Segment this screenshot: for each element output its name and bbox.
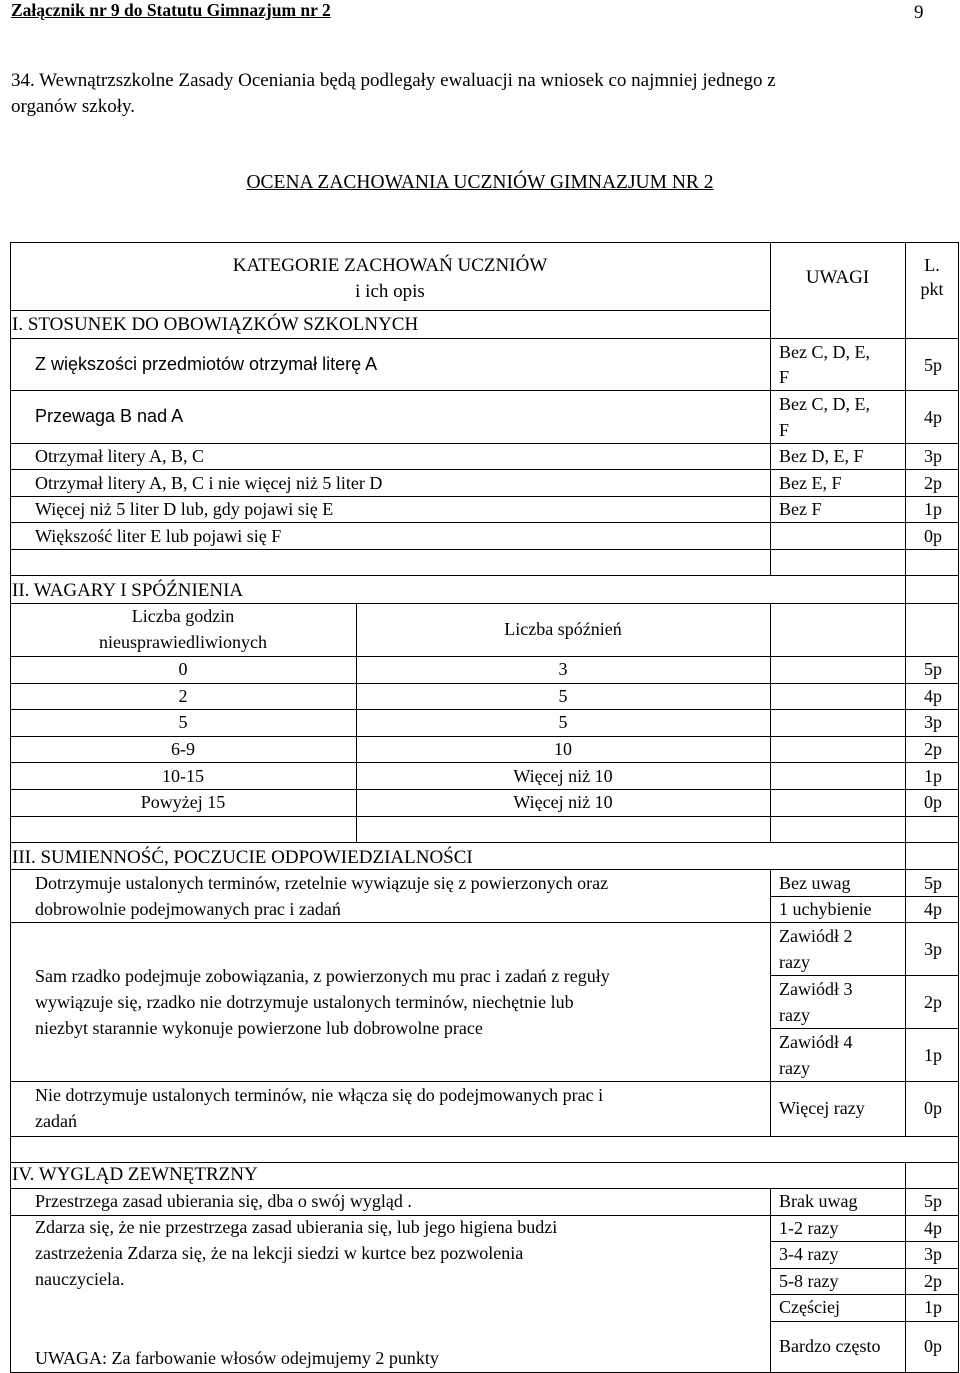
- points-value: 3p: [924, 712, 942, 732]
- column-header-hours: Liczba godzin: [131, 606, 235, 626]
- remark-text: Bez C, D, E,: [779, 394, 870, 414]
- remark-text: Zawiódł 4: [779, 1032, 853, 1052]
- points-value: 0p: [924, 1098, 942, 1118]
- points-value: 5p: [924, 873, 942, 893]
- column-header-points-sub: pkt: [920, 279, 944, 299]
- remark-text: Brak uwag: [779, 1191, 858, 1211]
- points-value: 0p: [924, 1336, 942, 1356]
- lateness-value: 5: [558, 686, 568, 706]
- points-value: 2p: [924, 992, 942, 1012]
- points-value: 0p: [924, 792, 942, 812]
- column-header-categories: KATEGORIE ZACHOWAŃ UCZNIÓW: [232, 255, 548, 276]
- intro-line: organów szkoły.: [11, 96, 136, 117]
- points-value: 5p: [924, 1191, 942, 1211]
- points-value: 2p: [924, 739, 942, 759]
- points-value: 3p: [924, 446, 942, 466]
- lateness-value: Więcej niż 10: [513, 792, 613, 812]
- points-value: 2p: [924, 473, 942, 493]
- criterion-text: zastrzeżenia Zdarza się, że na lekcji siedzi w kurtce bez pozwolenia: [35, 1243, 524, 1263]
- points-value: 0p: [924, 526, 942, 546]
- section-title: III. SUMIENNOŚĆ, POCZUCIE ODPOWIEDZIALNOŚCI: [12, 847, 473, 868]
- remark-text: Bez E, F: [779, 473, 842, 493]
- remark-text: razy: [779, 1005, 810, 1025]
- lateness-value: Więcej niż 10: [513, 766, 613, 786]
- remark-text: 1 uchybienie: [779, 899, 872, 919]
- remark-text: Zawiódł 3: [779, 979, 853, 999]
- hours-value: Powyżej 15: [140, 792, 226, 812]
- points-value: 1p: [924, 1045, 942, 1065]
- criterion-text: Otrzymał litery A, B, C i nie więcej niż 5 liter D: [35, 473, 383, 493]
- section-title: II. WAGARY I SPÓŹNIENIA: [12, 580, 244, 601]
- column-header-lateness: Liczba spóźnień: [504, 619, 622, 639]
- points-value: 5p: [924, 659, 942, 679]
- intro-line: 34. Wewnątrzszkolne Zasady Oceniania będą podlegały ewaluacji na wniosek co najmniej jednego z: [11, 70, 776, 91]
- remark-text: Więcej razy: [779, 1098, 865, 1118]
- remark-text: Bez C, D, E,: [779, 342, 870, 362]
- intro-paragraph: [11, 68, 941, 120]
- column-header-categories-sub: i ich opis: [355, 281, 425, 302]
- lateness-value: 5: [558, 712, 568, 732]
- points-value: 1p: [924, 499, 942, 519]
- hours-value: 10-15: [162, 766, 204, 786]
- criterion-text: dobrowolnie podejmowanych prac i zadań: [35, 899, 341, 919]
- page-number: 9: [914, 2, 924, 23]
- points-value: 4p: [924, 899, 942, 919]
- remark-text: razy: [779, 952, 810, 972]
- points-value: 4p: [924, 407, 942, 427]
- criterion-text: Zdarza się, że nie przestrzega zasad ubierania się, lub jego higiena budzi: [35, 1217, 558, 1237]
- points-value: 5p: [924, 355, 942, 375]
- remark-text: 5-8 razy: [779, 1271, 839, 1291]
- attachment-header: Załącznik nr 9 do Statutu Gimnazjum nr 2: [11, 0, 331, 20]
- hours-value: 2: [178, 686, 188, 706]
- hours-value: 0: [178, 659, 188, 679]
- criterion-text: zadań: [35, 1111, 77, 1131]
- criterion-text: Otrzymał litery A, B, C: [35, 446, 204, 466]
- section-title: I. STOSUNEK DO OBOWIĄZKÓW SZKOLNYCH: [12, 314, 419, 335]
- remark-text: Bardzo często: [779, 1336, 881, 1356]
- remark-text: Bez D, E, F: [779, 446, 864, 466]
- remark-text: F: [779, 367, 790, 387]
- points-value: 2p: [924, 1271, 942, 1291]
- remark-text: F: [779, 420, 790, 440]
- points-value: 4p: [924, 686, 942, 706]
- points-value: 3p: [924, 939, 942, 959]
- criterion-text: niezbyt starannie wykonuje powierzone lub dobrowolne prace: [35, 1018, 483, 1038]
- section-title: IV. WYGLĄD ZEWNĘTRZNY: [12, 1164, 258, 1185]
- note-hair-dyeing: UWAGA: Za farbowanie włosów odejmujemy 2 punkty: [35, 1348, 439, 1368]
- points-value: 1p: [924, 766, 942, 786]
- remark-text: Bez F: [779, 499, 822, 519]
- remark-text: 3-4 razy: [779, 1244, 839, 1264]
- criterion-text: wywiązuje się, rzadko nie dotrzymuje ustalonych terminów, niechętnie lub: [35, 992, 574, 1012]
- remark-text: 1-2 razy: [779, 1218, 839, 1238]
- column-header-hours-sub: nieusprawiedliwionych: [99, 632, 267, 652]
- criterion-text: Przestrzega zasad ubierania się, dba o swój wygląd .: [35, 1191, 412, 1211]
- points-value: 1p: [924, 1297, 942, 1317]
- hours-value: 5: [178, 712, 188, 732]
- column-header-remarks: UWAGI: [805, 267, 870, 288]
- lateness-value: 3: [558, 659, 568, 679]
- criterion-text: Większość liter E lub pojawi się F: [35, 526, 282, 546]
- points-value: 3p: [924, 1244, 942, 1264]
- remark-text: Bez uwag: [779, 873, 851, 893]
- criterion-text: Dotrzymuje ustalonych terminów, rzetelnie wywiązuje się z powierzonych oraz: [35, 873, 609, 893]
- criterion-text: Przewaga B nad A: [35, 406, 184, 426]
- remark-text: Częściej: [779, 1297, 840, 1317]
- column-header-points: L.: [924, 255, 940, 275]
- hours-value: 6-9: [171, 739, 195, 759]
- lateness-value: 10: [554, 739, 572, 759]
- criterion-text: Z większości przedmiotów otrzymał literę A: [35, 354, 378, 374]
- criterion-text: Więcej niż 5 liter D lub, gdy pojawi się E: [35, 499, 334, 519]
- remark-text: Zawiódł 2: [779, 926, 853, 946]
- criterion-text: nauczyciela.: [35, 1269, 125, 1289]
- points-value: 4p: [924, 1218, 942, 1238]
- criterion-text: Nie dotrzymuje ustalonych terminów, nie włącza się do podejmowanych prac i: [35, 1085, 604, 1105]
- document-title: OCENA ZACHOWANIA UCZNIÓW GIMNAZJUM NR 2: [246, 172, 714, 193]
- remark-text: razy: [779, 1058, 810, 1078]
- criterion-text: Sam rzadko podejmuje zobowiązania, z powierzonych mu prac i zadań z reguły: [35, 966, 610, 986]
